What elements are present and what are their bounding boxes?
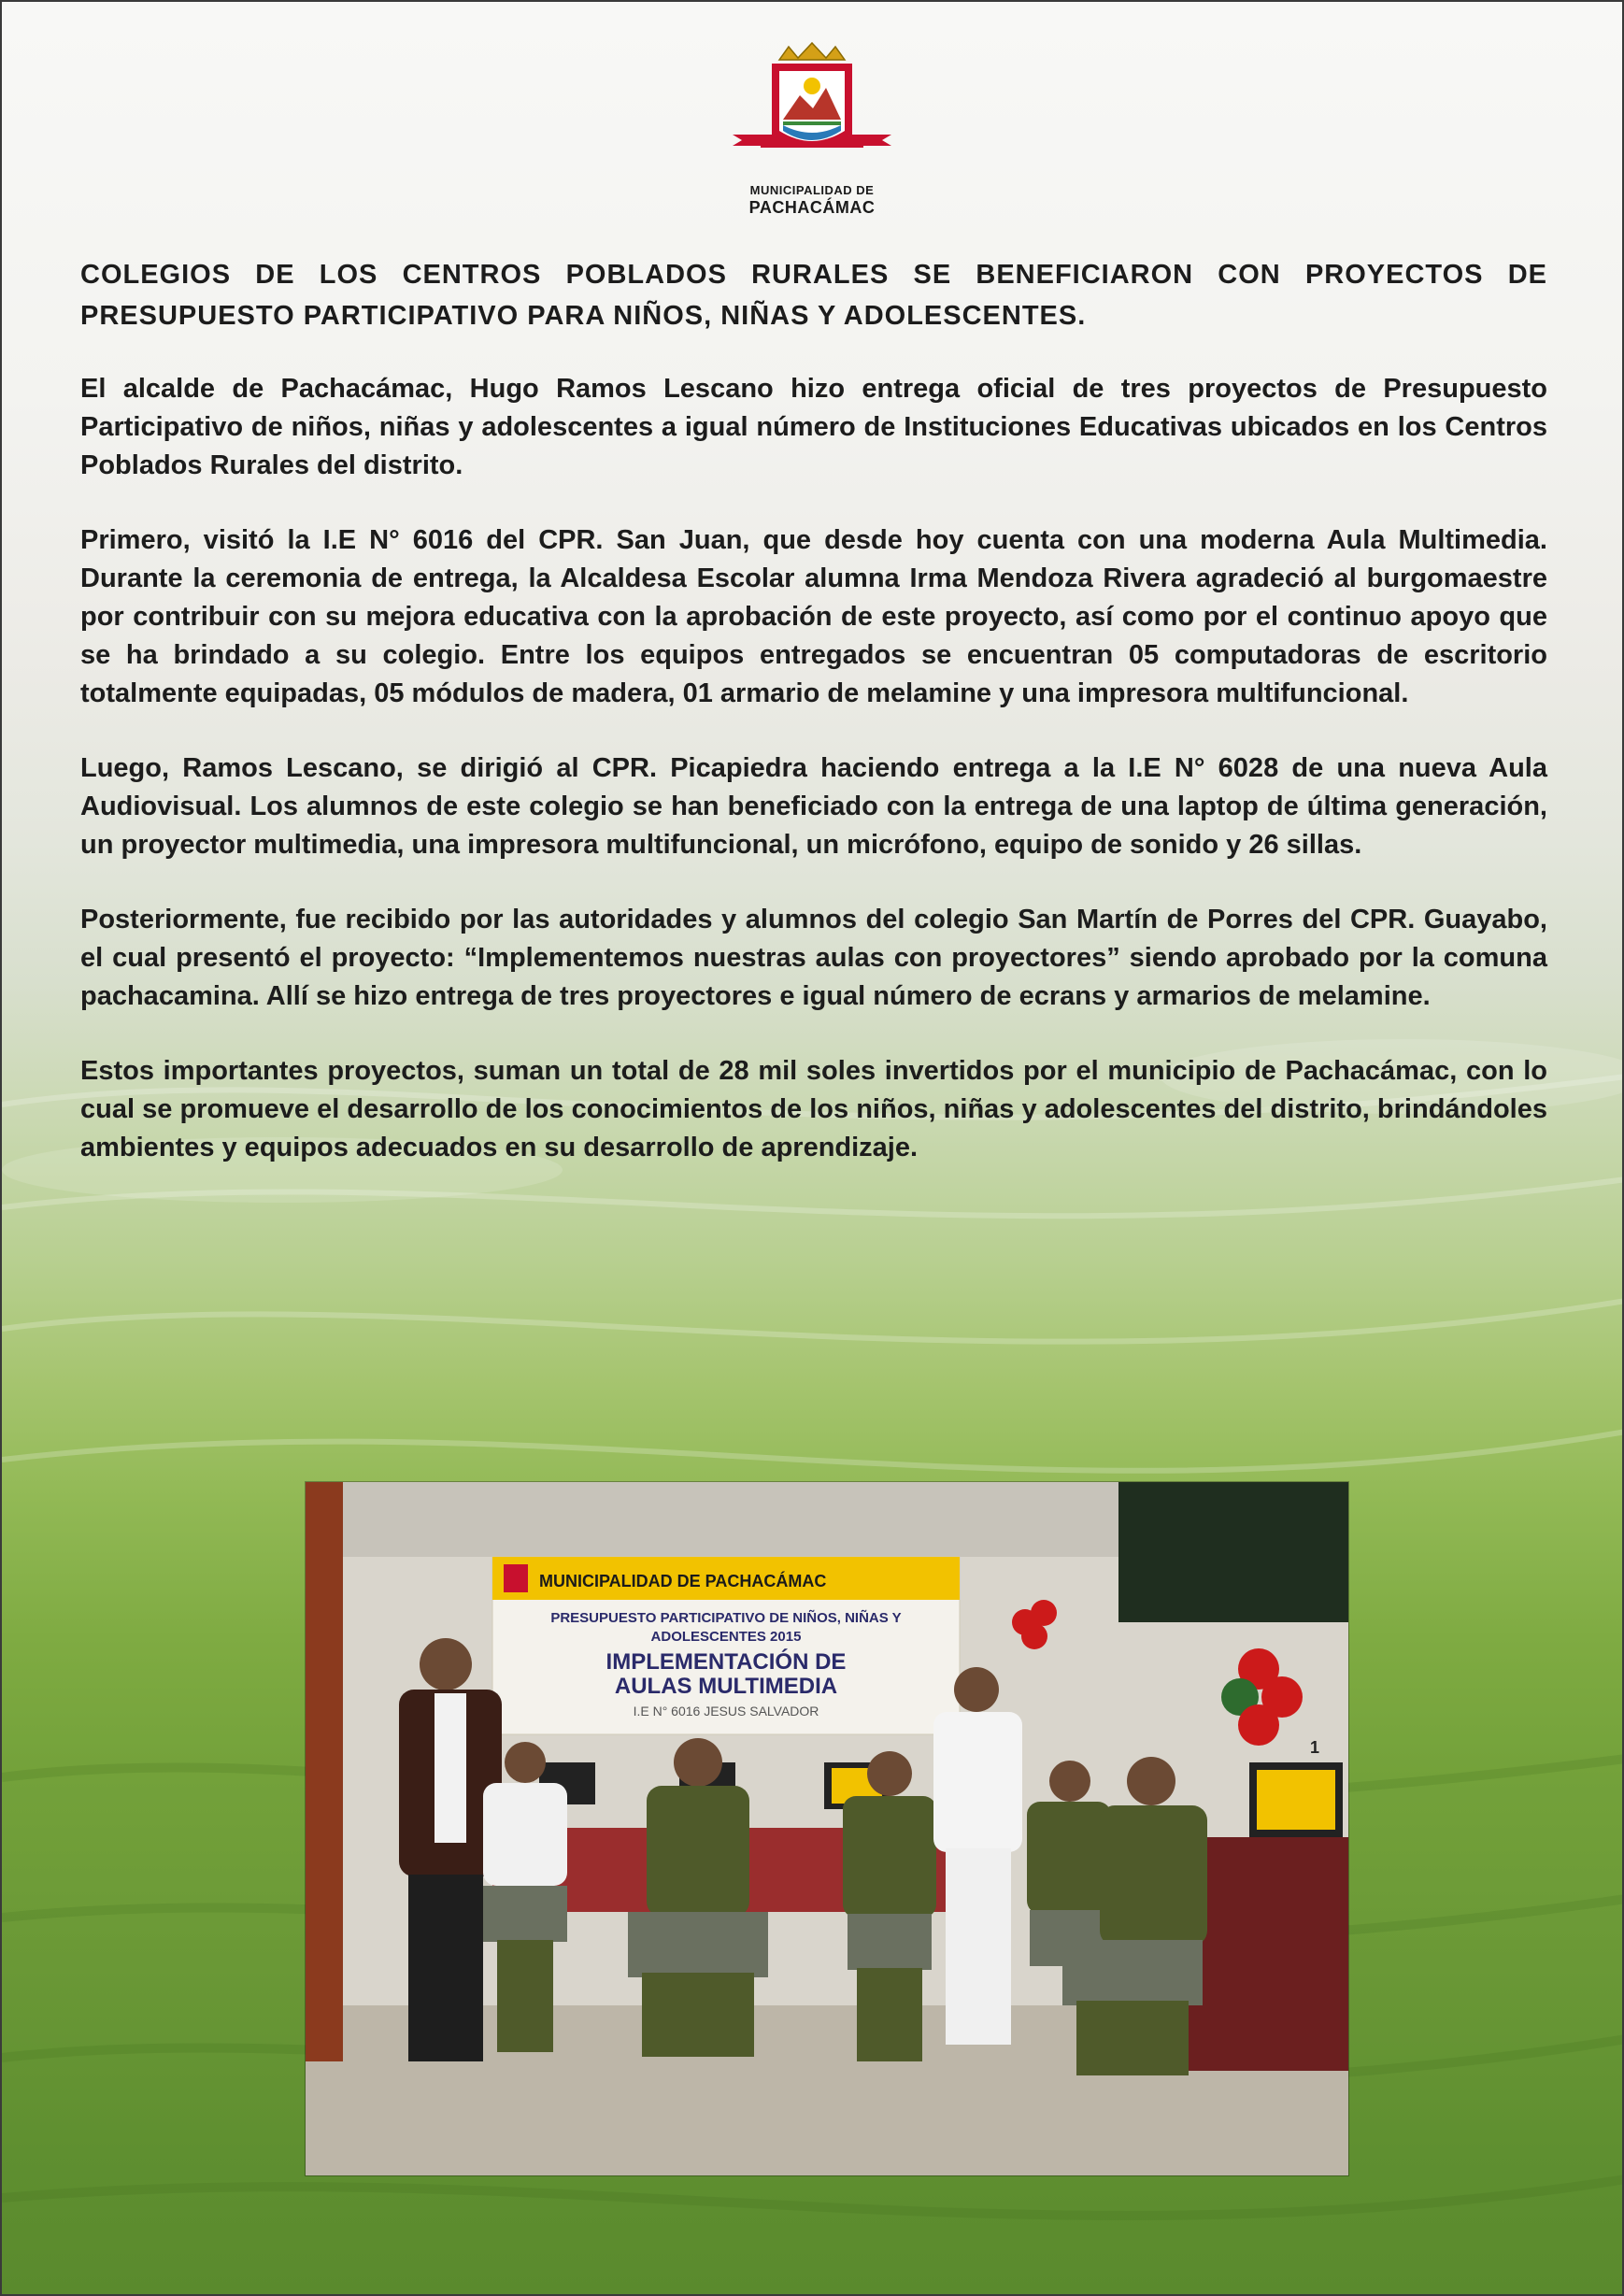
event-photo: [306, 1482, 1348, 2175]
banner-title1: IMPLEMENTACIÓN DE: [605, 1649, 847, 1675]
article-paragraph: Posteriormente, fue recibido por las autoridades y alumnos del colegio San Martín de Porres del CPR. Guayabo, el cual presentó el proyecto: “Implementemos nuestras aulas con proyectores” siendo aprobado por la comuna pachacamina. Allí se hizo entrega de tres proyectores e igual número de ecrans y armarios de melamine.: [80, 905, 1547, 1011]
article-body: [80, 254, 1547, 1204]
logo-text-line1: MUNICIPALIDAD DE: [749, 183, 875, 197]
article-paragraph: Primero, visitó la I.E N° 6016 del CPR. San Juan, que desde hoy cuenta con una moderna Aula Multimedia. Durante la ceremonia de entrega, la Alcaldesa Escolar alumna Irma Mendoza Rivera agradeció al burgomaestre por contribuir con su mejora educativa con la aprobación de este proyecto, así como por el continuo apoyo que se ha brindado a su colegio. Entre los equipos entregados se encuentran 05 computadoras de escritorio totalmente equipadas, 05 módulos de madera, 01 armario de melamine y una impresora multifuncional.: [80, 525, 1547, 708]
event-banner: [492, 1557, 960, 1734]
banner-title2: AULAS MULTIMEDIA: [614, 1674, 838, 1699]
article-paragraph: El alcalde de Pachacámac, Hugo Ramos Lescano hizo entrega oficial de tres proyectos de Presupuesto Participativo de niños, niñas y adolescentes a igual número de Instituciones Educativas ubicados en los Centros Poblados Rurales del distrito.: [80, 374, 1547, 480]
classroom-photo-illustration: [306, 1482, 1348, 2175]
logo-text-line2: PACHACÁMAC: [748, 198, 876, 217]
banner-line1: PRESUPUESTO PARTICIPATIVO DE NIÑOS, NIÑAS Y: [550, 1610, 902, 1626]
municipal-coat-of-arms-icon: [723, 41, 901, 181]
article-paragraph: Estos importantes proyectos, suman un total de 28 mil soles invertidos por el municipio de Pachacámac, con lo cual se promueve el desarrollo de los conocimientos de los niños, niñas y adolescentes del distrito, brindándoles ambientes y equipos adecuados en su desarrollo de aprendizaje.: [80, 1056, 1547, 1162]
banner-top-text: MUNICIPALIDAD DE PACHACÁMAC: [539, 1572, 827, 1590]
wall-number: 1: [1310, 1738, 1320, 1757]
article-headline: COLEGIOS DE LOS CENTROS POBLADOS RURALES SE BENEFICIARON CON PROYECTOS DE PRESUPUESTO PARTICIPATIVO PARA NIÑOS, NIÑAS Y ADOLESCENTES.: [80, 260, 1547, 331]
article-paragraph: Luego, Ramos Lescano, se dirigió al CPR. Picapiedra haciendo entrega a la I.E N° 6028 de una nueva Aula Audiovisual. Los alumnos de este colegio se han beneficiado con la entrega de una laptop de última generación, un proyector multimedia, una impresora multifuncional, un micrófono, equipo de sonido y 26 sillas.: [80, 753, 1547, 860]
banner-sub: I.E N° 6016 JESUS SALVADOR: [633, 1704, 819, 1718]
municipal-logo: [723, 41, 901, 224]
banner-line2: ADOLESCENTES 2015: [650, 1629, 802, 1645]
